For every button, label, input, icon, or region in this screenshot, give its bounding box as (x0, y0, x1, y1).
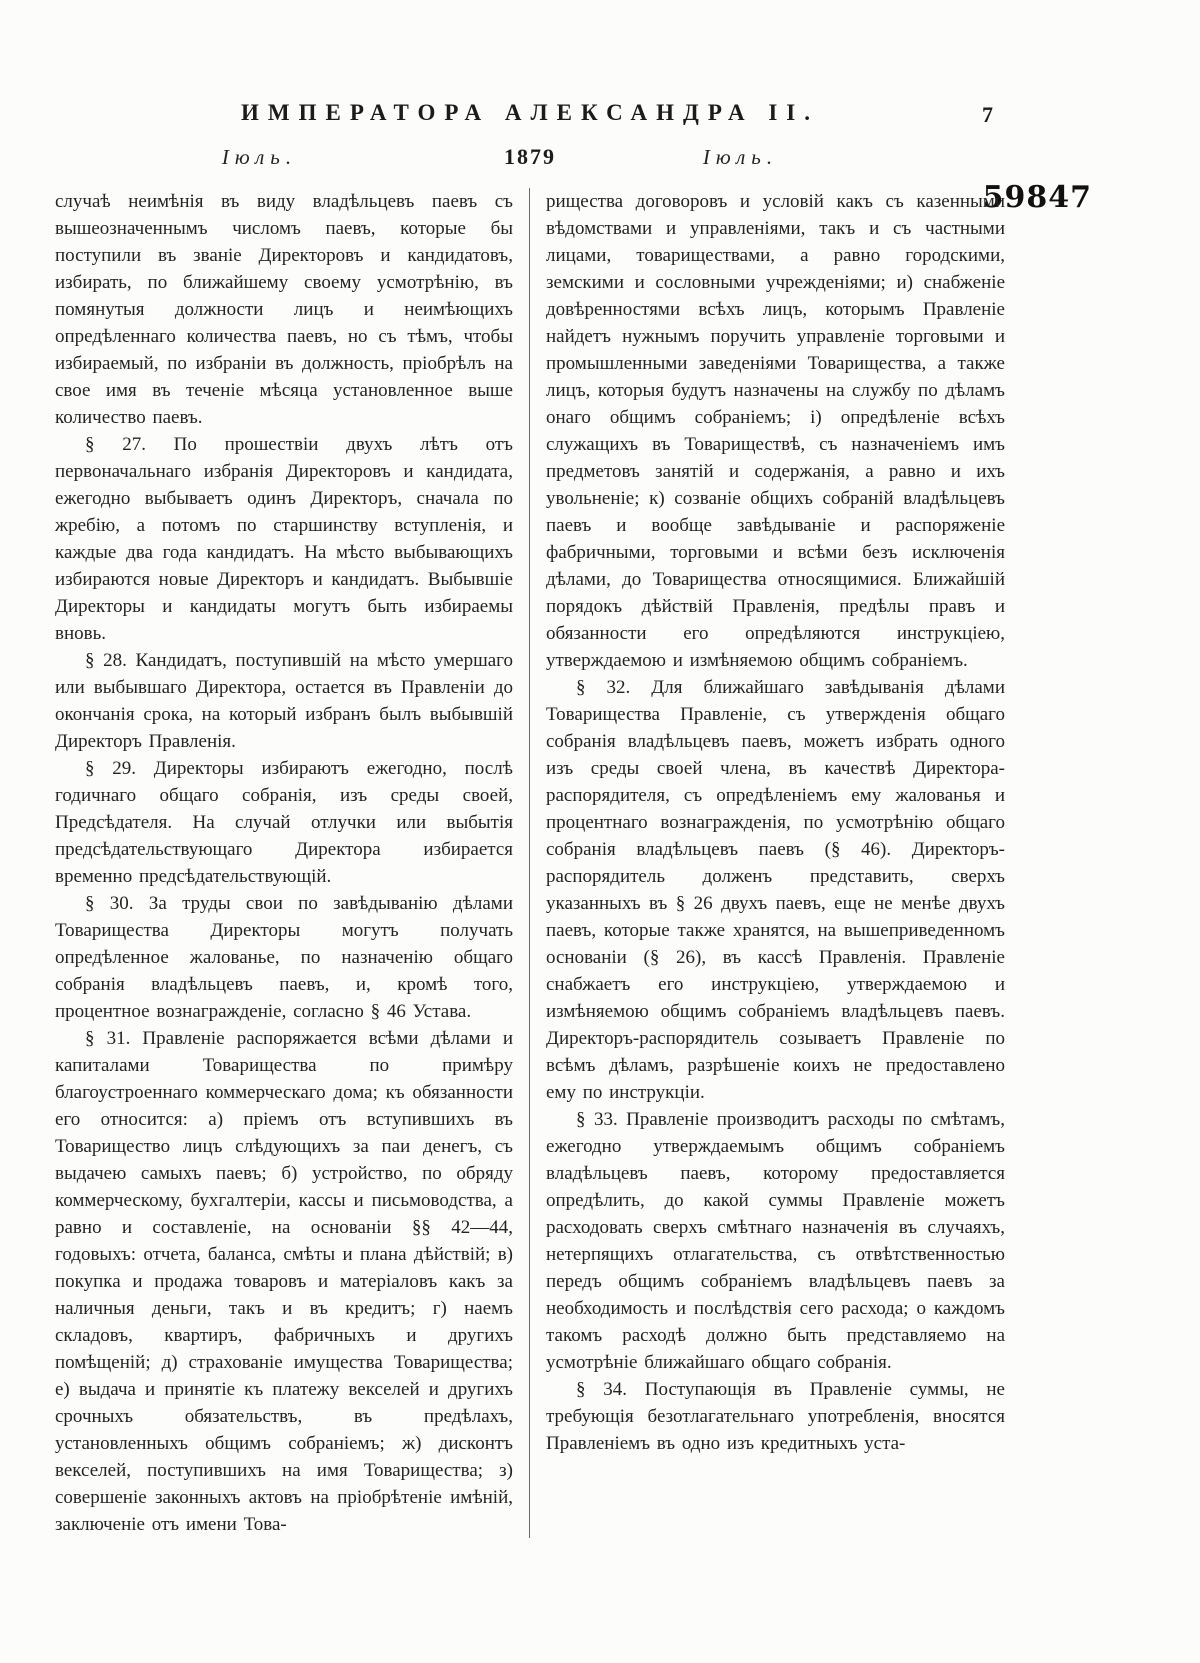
paragraph: случаѣ неимѣнія въ виду владѣльцевъ паевъ съ вышеозначеннымъ числомъ паевъ, которые бы поступили въ званіе Директоровъ и кандидатовъ, избирать, по ближайшему своему усмотрѣнію, въ помянутыя должности лицъ и неимѣющихъ опредѣленнаго количества паевъ, но съ тѣмъ, чтобы избираемый, по избраніи въ должность, пріобрѣлъ на свое имя въ теченіе мѣсяца установленное выше количество паевъ. (55, 191, 513, 428)
right-column (530, 188, 1005, 1538)
text-columns (55, 188, 1005, 1538)
page-number: 7 (982, 102, 993, 127)
paragraph: § 32. Для ближайшаго завѣдыванія дѣлами Товарищества Правленіе, съ утвержденія общаго собранія владѣльцевъ паевъ, можетъ избрать одного изъ среды своей члена, въ качествѣ Директора-распорядителя, съ опредѣленіемъ ему жалованья и процентнаго вознагражденія, по усмотрѣнію общаго собранія владѣльцевъ паевъ (§ 46). Директоръ-распорядитель долженъ представить, сверхъ указанныхъ въ § 26 двухъ паевъ, еще не менѣе двухъ паевъ, которые также хранятся, на вышеприведенномъ основаніи (§ 26), въ кассѣ Правленія. Правленіе снабжаетъ его инструкціею, утверждаемою и измѣняемою общимъ собраніемъ владѣльцевъ паевъ. Директоръ-распорядитель созываетъ Правленіе по всѣмъ дѣламъ, разрѣшеніе коихъ не предоставлено ему по инструкціи. (546, 677, 1005, 1103)
left-column (55, 188, 530, 1538)
running-head-year: 1879 (504, 144, 556, 169)
paragraph: § 28. Кандидатъ, поступившій на мѣсто умершаго или выбывшаго Директора, остается въ Правленіи до окончанія срока, на который избранъ былъ выбывшій Директоръ Правленія. (55, 650, 513, 752)
page-content (55, 0, 1005, 1538)
paragraph: § 29. Директоры избираютъ ежегодно, послѣ годичнаго общаго собранія, изъ среды своей, Предсѣдателя. На случай отлучки или выбытія предсѣдательствующаго Директора избирается временно предсѣдательствующій. (55, 758, 513, 887)
running-head-month-right: Іюль. (702, 145, 779, 169)
page-header (55, 100, 1005, 140)
running-head (55, 144, 1005, 180)
paragraph: § 33. Правленіе производитъ расходы по смѣтамъ, ежегодно утверждаемымъ общимъ собраніемъ владѣльцевъ паевъ, которому предоставляется опредѣлить, до какой суммы Правленіе можетъ расходовать сверхъ смѣтнаго назначенія въ случаяхъ, нетерпящихъ отлагательства, съ отвѣтственностью передъ общимъ собраніемъ владѣльцевъ паевъ за необходимость и послѣдствія сего расхода; о каждомъ такомъ расходѣ должно быть представляемо на усмотрѣніе ближайшаго общаго собранія. (546, 1109, 1005, 1373)
paragraph: § 34. Поступающія въ Правленіе суммы, не требующія безотлагательнаго употребленія, вносятся Правленіемъ въ одно изъ кредитныхъ уста- (546, 1379, 1005, 1454)
paragraph: § 30. За труды свои по завѣдыванію дѣлами Товарищества Директоры могутъ получать опредѣленное жалованье, по назначенію общаго собранія владѣльцевъ паевъ, и, кромѣ того, процентное вознагражденіе, согласно § 46 Устава. (55, 893, 513, 1022)
paragraph: рищества договоровъ и условій какъ съ казенными вѣдомствами и управленіями, такъ и съ частными лицами, товариществами, а равно городскими, земскими и сословными учрежденіями; и) снабженіе довѣренностями всѣхъ лицъ, которымъ Правленіе найдетъ нужнымъ поручить управленіе торговыми и промышленными заведеніями Товарищества, а также лицъ, которыя будутъ назначены на службу по дѣламъ онаго общимъ собраніемъ; і) опредѣленіе всѣхъ служащихъ въ Товариществѣ, съ назначеніемъ имъ предметовъ занятій и содержанія, а равно и ихъ увольненіе; к) созваніе общихъ собраній владѣльцевъ паевъ и вообще завѣдываніе и распоряженіе фабричными, торговыми и всѣми безъ исключенія дѣлами, до Товарищества относящимися. Ближайшій порядокъ дѣйствій Правленія, предѣлы правъ и обязанности его опредѣляются инструкціею, утверждаемою и измѣняемою общимъ собраніемъ. (546, 191, 1005, 671)
stamp-number: 59847 (982, 180, 1092, 215)
paragraph: § 27. По прошествіи двухъ лѣтъ отъ первоначальнаго избранія Директоровъ и кандидата, ежегодно выбываетъ одинъ Директоръ, сначала по жребію, а потомъ по старшинству вступленія, и каждые два года кандидатъ. На мѣсто выбывающихъ избираются новые Директоръ и кандидатъ. Выбывшіе Директоры и кандидаты могутъ быть избираемы вновь. (55, 434, 513, 644)
paragraph: § 31. Правленіе распоряжается всѣми дѣлами и капиталами Товарищества по примѣру благоустроеннаго коммерческаго дома; къ обязанности его относится: а) пріемъ отъ вступившихъ въ Товарищество лицъ слѣдующихъ за паи денегъ, съ выдачею самыхъ паевъ; б) устройство, по обряду коммерческому, бухгалтеріи, кассы и письмоводства, а равно и составленіе, на основаніи §§ 42—44, годовыхъ: отчета, баланса, смѣты и плана дѣйствій; в) покупка и продажа товаровъ и матеріаловъ какъ за наличныя деньги, такъ и въ кредитъ; г) наемъ складовъ, квартиръ, фабричныхъ и другихъ помѣщеній; д) страхованіе имущества Товарищества; е) выдача и принятіе къ платежу векселей и другихъ срочныхъ обязательствъ, въ предѣлахъ, установленныхъ общимъ собраніемъ; ж) дисконтъ векселей, поступившихъ на имя Товарищества; з) совершеніе законныхъ актовъ на пріобрѣтеніе имѣній, заключеніе отъ имени Това- (55, 1028, 513, 1535)
running-head-month-left: Іюль. (221, 145, 298, 169)
page-title: ИМПЕРАТОРА АЛЕКСАНДРА II. (240, 100, 820, 125)
